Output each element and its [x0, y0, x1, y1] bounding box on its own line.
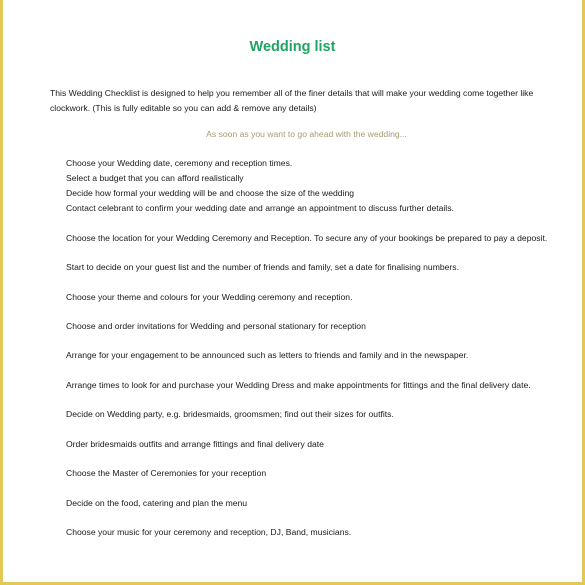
checklist-item: Arrange times to look for and purchase your Wedding Dress and make appointments for fittings and the final delivery date.: [66, 380, 531, 390]
checklist-item: Choose your theme and colours for your Wedding ceremony and reception.: [66, 292, 353, 302]
section-subheading: As soon as you want to go ahead with the wedding...: [206, 129, 407, 139]
checklist-item: Choose the location for your Wedding Ceremony and Reception. To secure any of your bookings be prepared to pay a deposit.: [66, 233, 548, 243]
checklist-item: Decide how formal your wedding will be and choose the size of the wedding: [66, 188, 355, 198]
checklist-item: Choose your Wedding date, ceremony and reception times.: [66, 158, 293, 168]
page-title: Wedding list: [249, 39, 336, 55]
checklist-item: Start to decide on your guest list and the number of friends and family, set a date for finalising numbers.: [66, 262, 459, 272]
checklist-item: Decide on Wedding party, e.g. bridesmaids, groomsmen; find out their sizes for outfits.: [66, 409, 394, 419]
checklist-item: Select a budget that you can afford realistically: [66, 173, 244, 183]
checklist-item: Arrange for your engagement to be announced such as letters to friends and family and in the newspaper.: [66, 350, 469, 360]
checklist-item: Choose and order invitations for Wedding and personal stationary for reception: [66, 321, 366, 331]
checklist-item: Contact celebrant to confirm your wedding date and arrange an appointment to discuss further details.: [66, 203, 454, 213]
checklist-item: Choose the Master of Ceremonies for your reception: [66, 468, 267, 478]
intro-paragraph: This Wedding Checklist is designed to help you remember all of the finer details that will make your wedding come together like clockwork. (This is fully editable so you can add & remove any details): [50, 88, 534, 113]
checklist-item: Decide on the food, catering and plan the menu: [66, 498, 248, 508]
checklist-item: Choose your music for your ceremony and reception, DJ, Band, musicians.: [66, 527, 352, 537]
checklist-item: Order bridesmaids outfits and arrange fittings and final delivery date: [66, 439, 324, 449]
